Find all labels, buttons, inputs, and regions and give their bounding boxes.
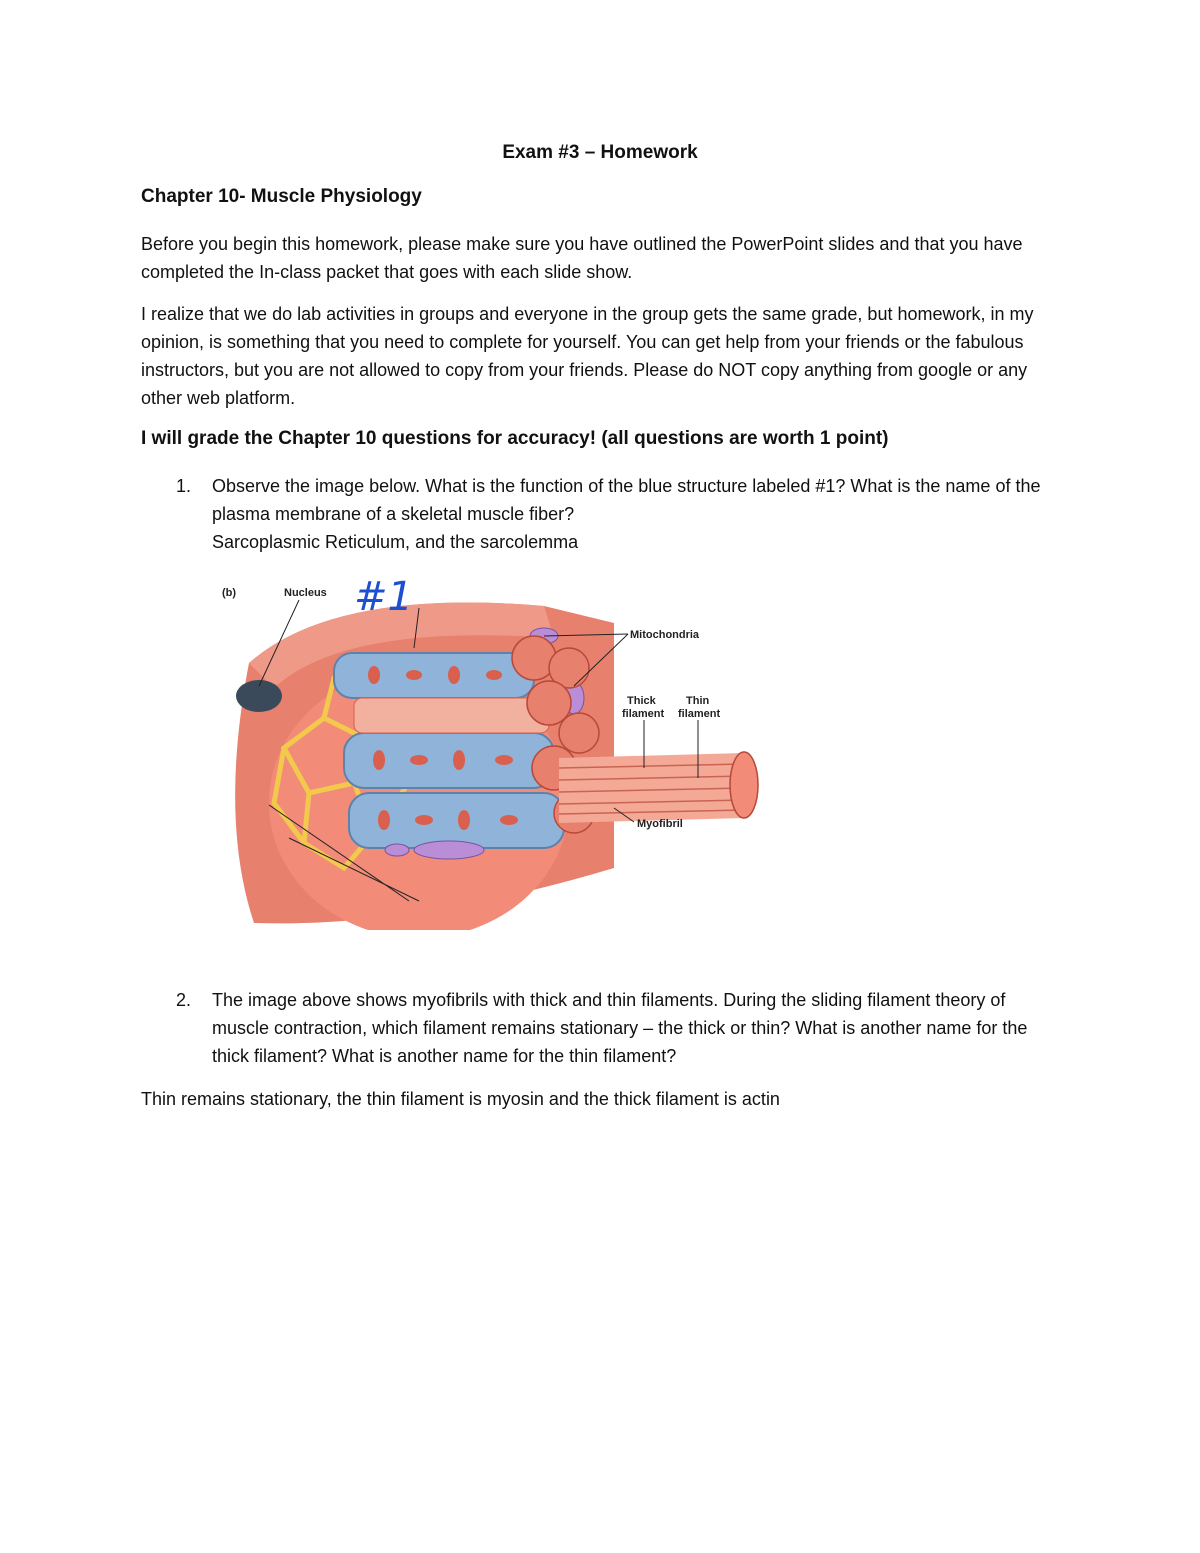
grading-note: I will grade the Chapter 10 questions for accuracy! (all questions are worth 1 point) xyxy=(141,428,889,449)
thin-filament-label-line1: Thin xyxy=(686,695,710,707)
question-2-number: 2. xyxy=(176,990,192,1010)
question-2-text: The image above shows myofibrils with thick and thin filaments. During the sliding filament theory of muscle contraction, which filament remains stationary – the thick or thin? What is another name for the thick filament? What is another name for the thin filament? xyxy=(212,990,1028,1066)
myofibril-label: Myofibril xyxy=(637,818,683,830)
question-2 xyxy=(176,986,1046,1070)
page-title: Exam #3 – Homework xyxy=(502,142,698,163)
question-1-answer: Sarcoplasmic Reticulum, and the sarcolemma xyxy=(212,532,579,552)
question-1-text: Observe the image below. What is the function of the blue structure labeled #1? What is the name of the plasma membrane of a skeletal muscle fiber? xyxy=(212,476,1041,524)
question-1-number: 1. xyxy=(176,476,192,496)
chapter-heading: Chapter 10- Muscle Physiology xyxy=(141,186,422,207)
myofibril xyxy=(559,752,758,823)
thick-filament-label-line2: filament xyxy=(622,708,665,720)
sarcoplasmic-reticulum-group xyxy=(334,653,564,848)
intro-paragraph-1: Before you begin this homework, please make sure you have outlined the PowerPoint slides and that you have completed the In-class packet that goes with each slide show. xyxy=(141,234,1023,282)
handwritten-annotation: #1 xyxy=(354,574,413,620)
thick-filament-label-line1: Thick xyxy=(627,695,656,707)
muscle-fiber-illustration xyxy=(214,568,774,930)
nucleus-label: Nucleus xyxy=(284,587,327,599)
thin-filament-label-line2: filament xyxy=(678,708,721,720)
intro-paragraph-2: I realize that we do lab activities in groups and everyone in the group gets the same grade, but homework, in my opinion, is something that you need to complete for yourself. You can get help from your friends or the fabulous instructors, but you are not allowed to copy from your friends. Please do NOT copy anything from google or any other web platform. xyxy=(141,304,1034,408)
muscle-fiber-figure xyxy=(214,568,774,930)
mitochondria-label: Mitochondria xyxy=(630,629,700,641)
nucleus-shape xyxy=(236,680,282,712)
question-2-answer: Thin remains stationary, the thin filament is myosin and the thick filament is actin xyxy=(141,1089,780,1109)
question-1 xyxy=(176,472,1046,556)
panel-label: (b) xyxy=(222,587,237,599)
